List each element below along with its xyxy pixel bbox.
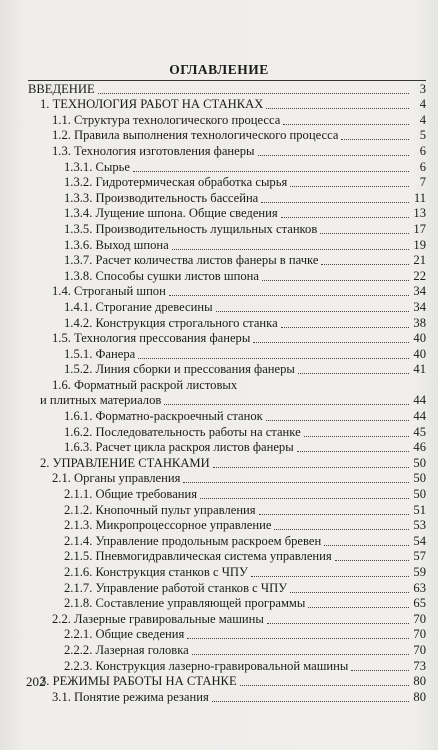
toc-entry-title: 2.1.4. Управление продольным раскроем бревен xyxy=(64,533,322,548)
toc-entry-page: 73 xyxy=(413,658,426,673)
toc-entry-title: 1.6.2. Последовательность работы на станке xyxy=(64,424,301,439)
toc-entry-page: 70 xyxy=(413,611,426,626)
toc-entry-title: 2.2.3. Конструкция лазерно-гравировальной машины xyxy=(64,658,349,673)
toc-entry-title: 1.3.8. Способы сушки листов шпона xyxy=(64,268,259,283)
toc-entry xyxy=(28,253,426,269)
toc-entry-title: 1.5.2. Линия сборки и прессования фанеры xyxy=(64,362,295,377)
toc-entry-page: 40 xyxy=(413,331,426,346)
toc-entry-page: 4 xyxy=(419,97,426,112)
toc-leader-dots xyxy=(138,357,409,359)
toc-entry-title: 2.1.6. Конструкция станков с ЧПУ xyxy=(64,565,248,579)
toc-entry-page: 17 xyxy=(413,221,426,236)
toc-entry xyxy=(28,80,426,97)
toc-entry-title: 2.1.8. Составление управляющей программы xyxy=(64,596,306,611)
toc-entry xyxy=(28,580,426,596)
toc-entry-title: 1.3.7. Расчет количества листов фанеры в пачке xyxy=(64,253,319,268)
toc-leader-dots xyxy=(341,138,409,140)
toc-entry xyxy=(28,97,426,113)
toc-leader-dots xyxy=(297,450,409,452)
toc-entry-page: 70 xyxy=(413,627,426,642)
toc-entry-page: 6 xyxy=(419,143,426,158)
toc-entry-page: 51 xyxy=(413,502,426,517)
toc-entry-page: 57 xyxy=(413,549,426,564)
toc-leader-dots xyxy=(183,481,409,483)
toc-entry-title: 1.4.2. Конструкция строгального станка xyxy=(64,315,278,330)
toc-leader-dots xyxy=(283,123,409,125)
toc-leader-dots xyxy=(192,653,409,655)
toc-entry-page: 34 xyxy=(413,284,426,299)
toc-entry xyxy=(28,284,426,300)
toc-leader-dots xyxy=(213,466,409,468)
toc-entry-title: 1.3.4. Лущение шпона. Общие сведения xyxy=(64,206,278,221)
toc-entry-title: 2.1. Органы управления xyxy=(52,471,181,486)
toc-entry-title: 1.4. Строганый шпон xyxy=(52,284,166,299)
toc-entry-title: 1.3.3. Производительность бассейна xyxy=(64,190,259,205)
toc-entry xyxy=(28,315,426,331)
toc-entry-title: 1.3.6. Выход шпона xyxy=(64,237,169,252)
toc-entry-title: 1.4.1. Строгание древесины xyxy=(64,299,213,314)
toc-entry-title: 2.1.7. Управление работой станков с ЧПУ xyxy=(64,580,288,595)
toc-leader-dots xyxy=(335,559,409,561)
toc-leader-dots xyxy=(169,294,409,296)
toc-entry xyxy=(28,674,426,690)
toc-entry xyxy=(28,331,426,347)
toc-entry-title: 2.1.5. Пневмогидравлическая система управления xyxy=(64,549,332,564)
toc-entry xyxy=(28,502,426,518)
toc-entry xyxy=(28,564,426,580)
toc-entry-page: 70 xyxy=(413,642,426,657)
toc-entry-title: 1.6. Форматный раскрой листовых xyxy=(52,377,238,392)
toc-entry xyxy=(28,190,426,206)
toc-entry-title: 2.1.1. Общие требования xyxy=(64,487,198,502)
toc-entry xyxy=(28,424,426,440)
table-of-contents xyxy=(28,80,426,705)
toc-entry-title: ВВЕДЕНИЕ xyxy=(28,81,95,96)
toc-entry-page: 54 xyxy=(413,533,426,548)
toc-leader-dots xyxy=(240,389,409,390)
toc-entry xyxy=(28,596,426,612)
toc-entry-title: 3. РЕЖИМЫ РАБОТЫ НА СТАНКЕ xyxy=(40,674,237,689)
toc-entry xyxy=(28,237,426,253)
toc-entry-page: 21 xyxy=(413,253,426,268)
toc-entry-page: 63 xyxy=(413,580,426,595)
toc-leader-dots xyxy=(290,185,409,187)
toc-entry xyxy=(28,268,426,284)
toc-entry-page: 59 xyxy=(413,565,426,579)
toc-entry-page: 34 xyxy=(413,299,426,314)
toc-entry-title: 1.3.1. Сырье xyxy=(64,159,130,174)
toc-entry-page: 50 xyxy=(413,471,426,486)
toc-leader-dots xyxy=(98,92,409,94)
toc-leader-dots xyxy=(266,419,409,421)
toc-entry xyxy=(28,393,426,409)
toc-entry-title: 2.2.2. Лазерная головка xyxy=(64,642,189,657)
toc-leader-dots xyxy=(172,248,409,250)
toc-leader-dots xyxy=(321,263,409,265)
toc-entry-page: 44 xyxy=(413,409,426,424)
toc-entry-page: 6 xyxy=(419,159,426,174)
toc-entry-page: 44 xyxy=(413,393,426,408)
toc-entry-page: 80 xyxy=(413,689,426,704)
page-title: ОГЛАВЛЕНИЕ xyxy=(169,62,269,77)
toc-leader-dots xyxy=(164,403,409,405)
toc-entry xyxy=(28,362,426,378)
toc-entry-title: 1.3. Технология изготовления фанеры xyxy=(52,143,255,158)
toc-entry-title: 1.3.2. Гидротермическая обработка сырья xyxy=(64,175,288,190)
toc-entry-title: 2.1.2. Кнопочный пульт управления xyxy=(64,502,256,517)
toc-entry-page: 46 xyxy=(413,440,426,455)
toc-leader-dots xyxy=(133,170,409,172)
toc-entry xyxy=(28,642,426,658)
toc-leader-dots xyxy=(258,154,409,156)
toc-entry xyxy=(28,206,426,222)
toc-leader-dots xyxy=(266,107,409,109)
toc-entry-page: 53 xyxy=(413,518,426,533)
toc-entry-page: 50 xyxy=(413,455,426,470)
toc-entry-title: 2. УПРАВЛЕНИЕ СТАНКАМИ xyxy=(40,455,210,470)
toc-leader-dots xyxy=(261,201,409,203)
toc-entry-page: 50 xyxy=(413,487,426,502)
toc-entry-title: и плитных материалов xyxy=(40,393,162,408)
toc-entry xyxy=(28,112,426,128)
toc-leader-dots xyxy=(308,606,409,608)
toc-entry xyxy=(28,486,426,502)
toc-entry-title: 2.1.3. Микропроцессорное управление xyxy=(64,518,272,533)
toc-leader-dots xyxy=(304,435,409,437)
toc-entry-page: 65 xyxy=(413,596,426,611)
toc-entry-title: 1. ТЕХНОЛОГИЯ РАБОТ НА СТАНКАХ xyxy=(40,97,264,112)
toc-leader-dots xyxy=(262,279,409,281)
toc-leader-dots xyxy=(324,544,409,546)
toc-entry xyxy=(28,533,426,549)
toc-leader-dots xyxy=(281,326,409,328)
toc-entry xyxy=(28,346,426,362)
toc-entry-page: 4 xyxy=(419,112,426,127)
toc-entry-title: 1.6.3. Расчет цикла раскроя листов фанеры xyxy=(64,440,294,455)
toc-entry-page: 40 xyxy=(413,346,426,361)
toc-leader-dots xyxy=(290,591,409,593)
toc-entry-page: 3 xyxy=(419,81,426,96)
toc-entry-title: 1.2. Правила выполнения технологического процесса xyxy=(52,128,339,143)
toc-entry xyxy=(28,175,426,191)
toc-entry-page: 80 xyxy=(413,674,426,689)
toc-leader-dots xyxy=(187,637,409,639)
toc-entry xyxy=(28,221,426,237)
toc-entry xyxy=(28,159,426,175)
toc-entry xyxy=(28,658,426,674)
toc-entry-page: 45 xyxy=(413,424,426,439)
toc-entry-title: 1.5. Технология прессования фанеры xyxy=(52,331,251,346)
toc-entry-title: 1.1. Структура технологического процесса xyxy=(52,112,281,127)
toc-entry xyxy=(28,549,426,565)
toc-leader-dots xyxy=(320,232,409,234)
toc-entry-title: 1.6.1. Форматно-раскроечный станок xyxy=(64,409,263,424)
toc-entry-page: 7 xyxy=(419,175,426,190)
toc-entry-page: 41 xyxy=(413,362,426,377)
toc-entry xyxy=(28,627,426,643)
toc-entry xyxy=(28,689,426,705)
toc-leader-dots xyxy=(253,341,409,343)
toc-leader-dots xyxy=(351,669,409,671)
toc-entry-title: 1.5.1. Фанера xyxy=(64,346,136,361)
toc-leader-dots xyxy=(274,528,409,530)
toc-entry-page: 38 xyxy=(413,315,426,330)
toc-leader-dots xyxy=(298,372,409,374)
toc-entry xyxy=(28,128,426,144)
toc-entry xyxy=(28,377,426,393)
toc-entry-page: 13 xyxy=(413,206,426,221)
toc-entry-title: 1.3.5. Производительность лущильных станков xyxy=(64,221,318,236)
toc-entry xyxy=(28,440,426,456)
toc-entry-title: 3.1. Понятие режима резания xyxy=(52,689,209,704)
toc-leader-dots xyxy=(251,575,409,577)
toc-entry-title: 2.2.1. Общие сведения xyxy=(64,627,185,642)
toc-leader-dots xyxy=(281,216,409,218)
toc-entry-page: 22 xyxy=(413,268,426,283)
toc-entry-page: 19 xyxy=(413,237,426,252)
toc-entry xyxy=(28,143,426,159)
toc-entry xyxy=(28,408,426,424)
toc-leader-dots xyxy=(240,684,409,686)
toc-entry-page: 11 xyxy=(413,190,426,205)
toc-leader-dots xyxy=(216,310,409,312)
toc-entry xyxy=(28,299,426,315)
toc-entry xyxy=(28,611,426,627)
toc-leader-dots xyxy=(267,622,409,624)
toc-entry xyxy=(28,518,426,534)
toc-leader-dots xyxy=(200,497,409,499)
toc-entry-page: 5 xyxy=(419,128,426,143)
page-number: 202 xyxy=(26,674,46,689)
toc-entry xyxy=(28,455,426,471)
toc-entry xyxy=(28,471,426,487)
toc-entry-title: 2.2. Лазерные гравировальные машины xyxy=(52,611,264,626)
toc-leader-dots xyxy=(212,700,409,702)
toc-leader-dots xyxy=(259,513,409,515)
